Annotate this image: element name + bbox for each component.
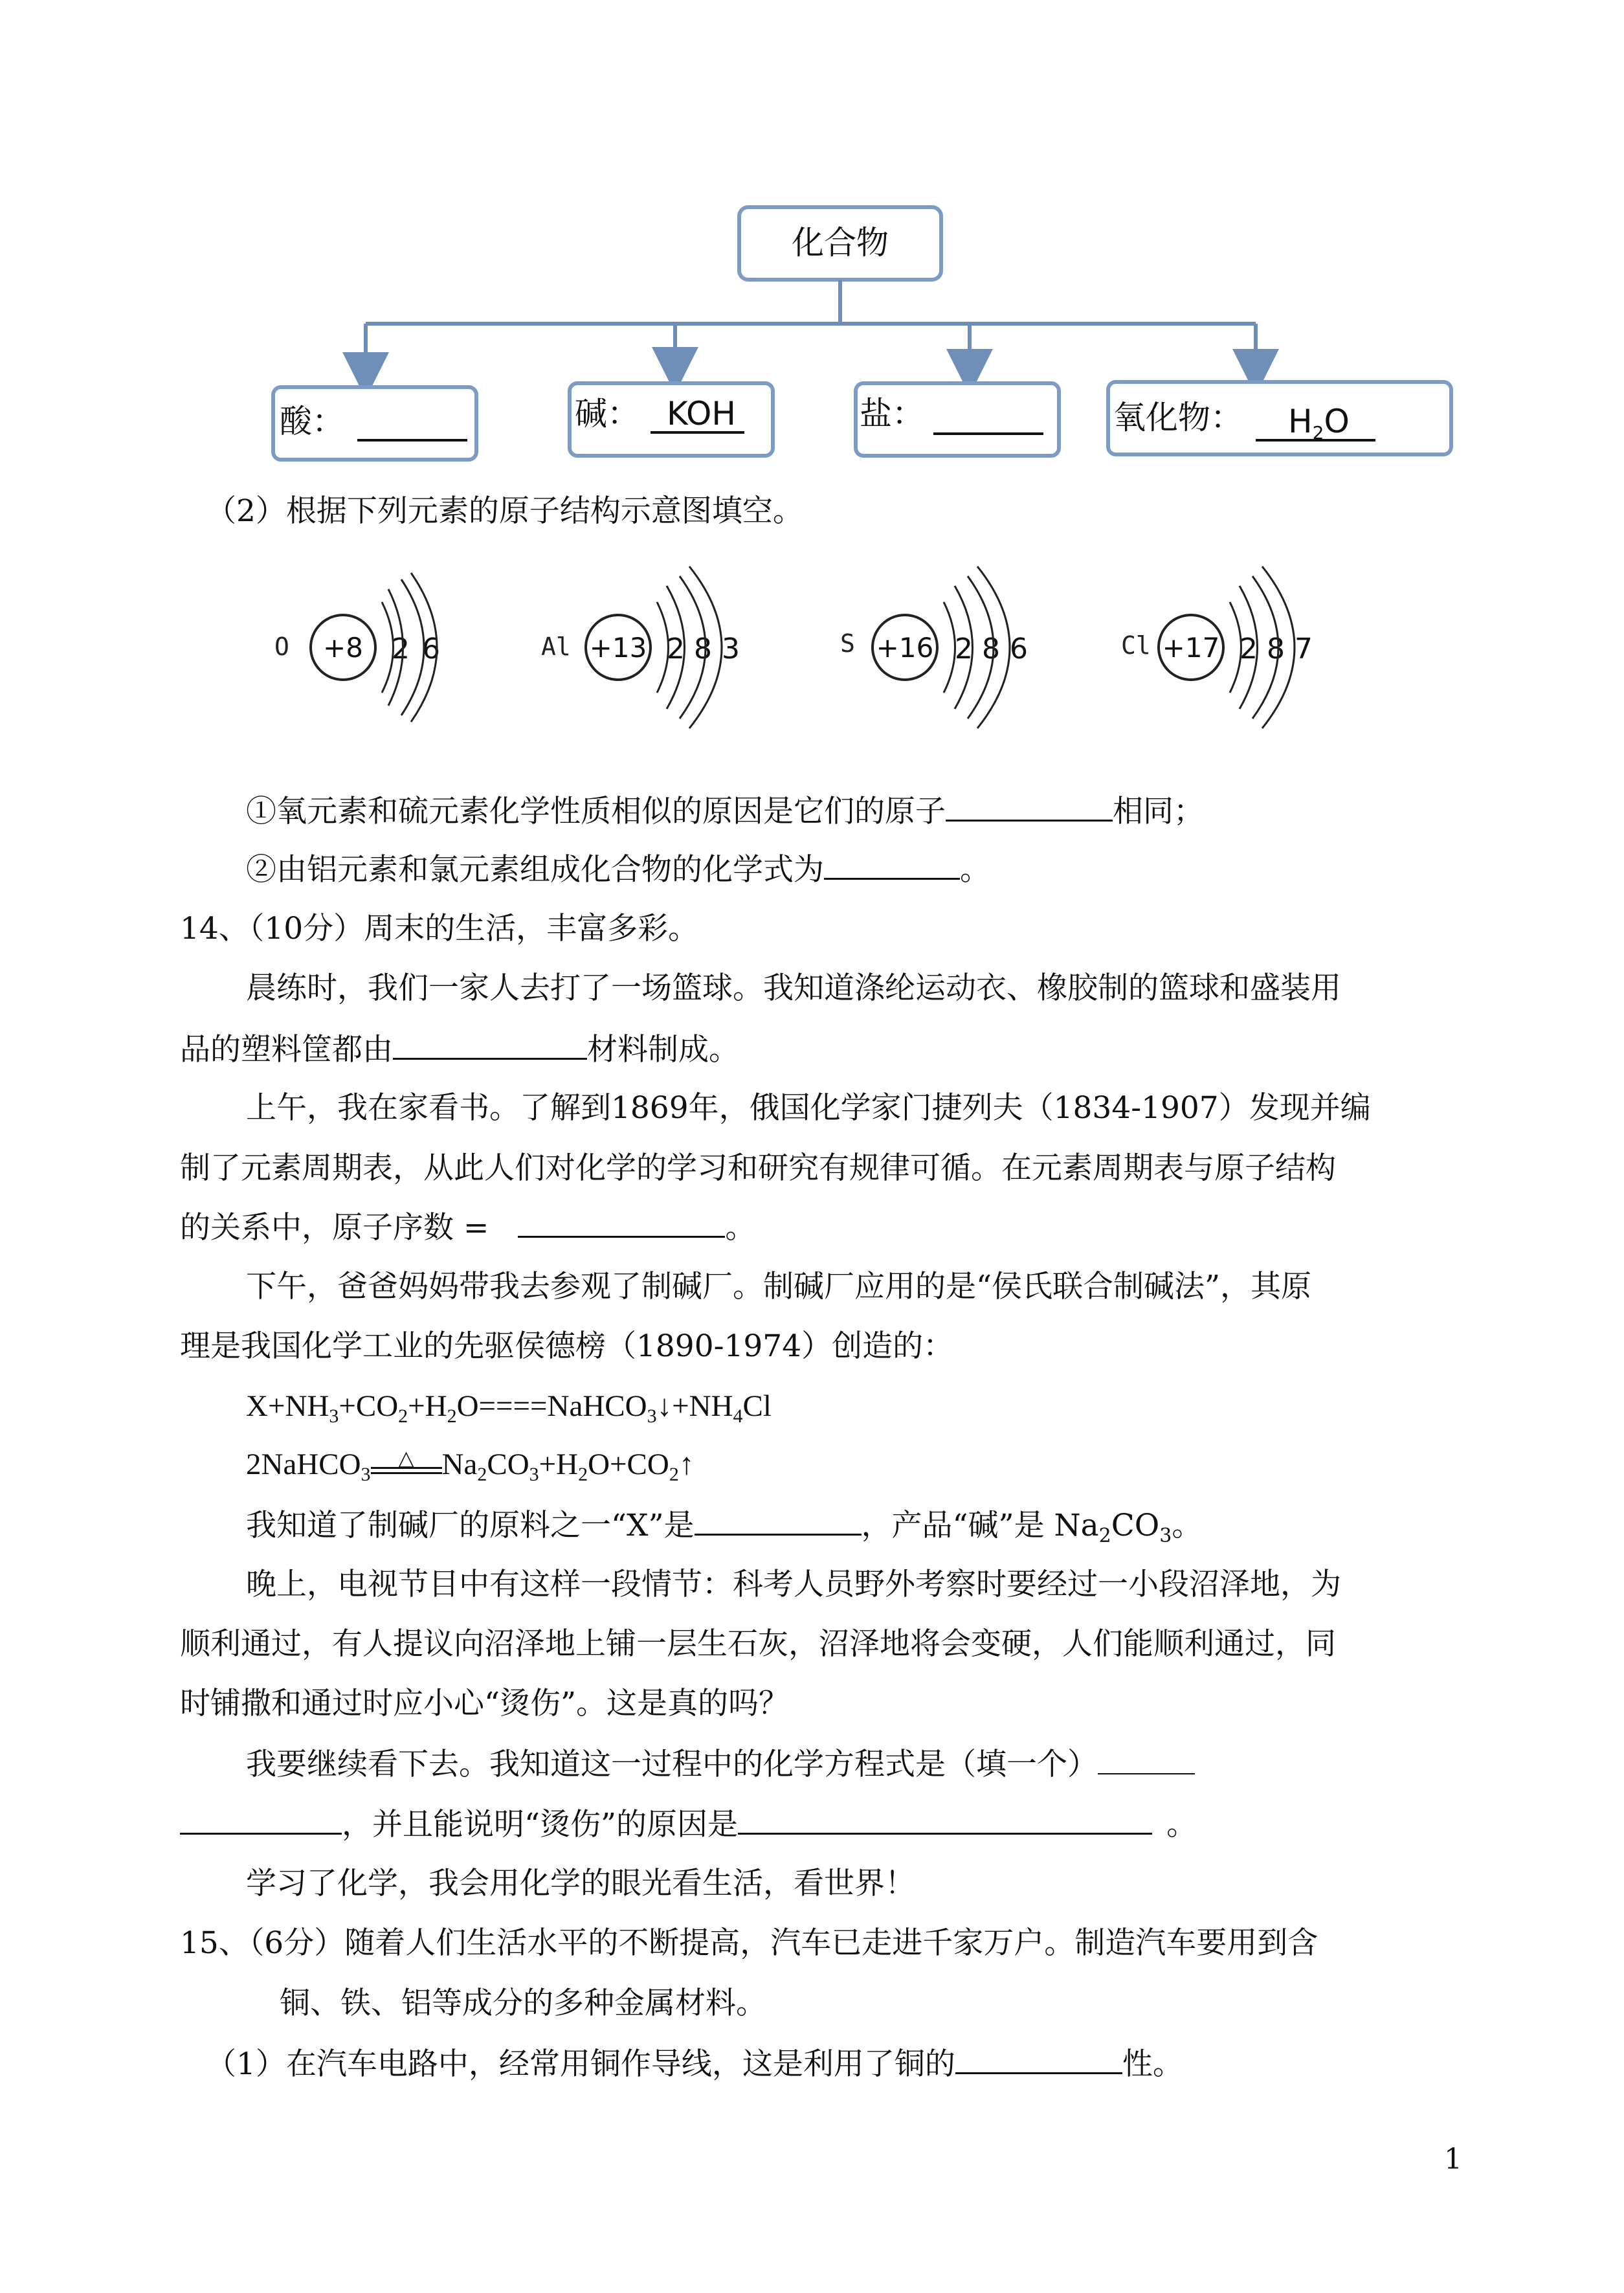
atomic-structure-diagrams <box>0 550 1624 757</box>
oxide-answer-sub: 2 <box>1312 422 1324 443</box>
q14-p5c: 时铺撒和通过时应小心“烫伤”。这是真的吗？ <box>180 1686 790 1721</box>
atom-s-nucleus: +16 <box>876 632 934 664</box>
svg-text:3: 3 <box>722 632 740 666</box>
svg-text:2: 2 <box>667 632 685 666</box>
q14-p2c: 的关系中，原子序数 = 。 <box>180 1207 755 1247</box>
q14-p1a: 晨练时，我们一家人去打了一场篮球。我知道涤纶运动衣、橡胶制的篮球和盛装用 <box>246 970 1341 1006</box>
base-node-answer: KOH <box>667 395 737 432</box>
oxide-answer-o: O <box>1324 403 1350 440</box>
atom-o-symbol: O <box>274 632 289 661</box>
base-node-label: 碱： <box>575 395 640 432</box>
q15-title2: 铜、铁、铝等成分的多种金属材料。 <box>280 1985 766 2021</box>
equation-2: 2NaHCO$_3$△ $Na_2CO_3+H_2O+CO_2↑$ <box>246 1446 695 1485</box>
q2-1: ①氧元素和硫元素化学性质相似的原因是它们的原子 相同； <box>246 791 1204 831</box>
oxide-node-label: 氧化物： <box>1113 399 1243 436</box>
acid-node-label: 酸： <box>280 403 344 440</box>
q14-p1b: 品的塑料筐都由 材料制成。 <box>180 1029 739 1069</box>
q2-1-blank[interactable] <box>946 791 1113 822</box>
q14-p3a: 下午，爸爸妈妈带我去参观了制碱厂。制碱厂应用的是“侯氏联合制碱法”，其原 <box>246 1269 1312 1304</box>
atom-s-symbol: S <box>840 629 855 658</box>
heat-condition: △ <box>371 1445 442 1486</box>
q14-p5b: 顺利通过，有人提议向沼泽地上铺一层生石灰，沼泽地将会变硬，人们能顺利通过，同 <box>180 1626 1336 1662</box>
q14-equation-blank-2[interactable] <box>180 1804 342 1835</box>
q14-material-blank[interactable] <box>393 1029 587 1060</box>
q14-p2b: 制了元素周期表，从此人们对化学的学习和研究有规律可循。在元素周期表与原子结构 <box>180 1150 1336 1186</box>
q2-2-blank[interactable] <box>824 849 960 880</box>
svg-text:6: 6 <box>1010 632 1028 666</box>
svg-text:2: 2 <box>392 632 410 666</box>
q14-p6a: 我要继续看下去。我知道这一过程中的化学方程式是（填一个） <box>246 1745 1195 1784</box>
q15-title: 15、（6分）随着人们生活水平的不断提高，汽车已走进千家万户。制造汽车要用到含 <box>180 1925 1318 1961</box>
root-node-label: 化合物 <box>792 224 889 262</box>
q14-raw-material-blank[interactable] <box>695 1505 862 1536</box>
svg-text:2: 2 <box>1240 632 1258 666</box>
oxide-answer-h: H <box>1288 403 1313 440</box>
q2-intro: （2）根据下列元素的原子结构示意图填空。 <box>206 493 803 529</box>
q14-burn-reason-blank[interactable] <box>738 1804 1152 1835</box>
q14-atomic-number-blank[interactable] <box>518 1207 725 1238</box>
svg-text:7: 7 <box>1295 632 1313 666</box>
svg-text:2: 2 <box>955 632 973 666</box>
q14-title: 14、（10分）周末的生活，丰富多彩。 <box>180 911 699 946</box>
q14-p7: 学习了化学，我会用化学的眼光看生活，看世界！ <box>246 1866 915 1901</box>
atom-al-nucleus: +13 <box>589 632 647 664</box>
q14-p6b: ，并且能说明“烫伤”的原因是 。 <box>180 1804 1197 1844</box>
q2-2: ②由铝元素和氯元素组成化合物的化学式为 。 <box>246 849 990 889</box>
svg-text:8: 8 <box>1267 632 1285 666</box>
q14-p2a: 上午，我在家看书。了解到1869年，俄国化学家门捷列夫（1834-1907）发现并编 <box>246 1090 1371 1126</box>
salt-node-label: 盐： <box>860 395 924 432</box>
equation-1: $X+NH_3+CO_2+H_2O====NaHCO_3↓+NH_4Cl$ <box>246 1389 772 1427</box>
q15-1: （1）在汽车电路中，经常用铜作导线，这是利用了铜的 性。 <box>206 2044 1183 2084</box>
atom-al-symbol: Al <box>541 632 571 661</box>
q14-p5a: 晚上，电视节目中有这样一段情节：科考人员野外考察时要经过一小段沼泽地，为 <box>246 1567 1341 1602</box>
atom-cl-nucleus: +17 <box>1162 632 1220 664</box>
svg-text:8: 8 <box>694 632 712 666</box>
q14-p3b: 理是我国化学工业的先驱侯德榜（1890-1974）创造的： <box>180 1328 954 1364</box>
page-number: 1 <box>1444 2143 1462 2176</box>
q14-p4: 我知道了制碱厂的原料之一“X”是 ，产品“碱”是 $Na_2CO_3$。 <box>246 1505 1202 1545</box>
compound-classification-diagram <box>0 0 1624 492</box>
svg-text:8: 8 <box>982 632 1000 666</box>
atom-o-nucleus: +8 <box>323 632 363 664</box>
q14-equation-blank-1[interactable] <box>1098 1745 1195 1774</box>
q15-1-blank[interactable] <box>955 2044 1122 2074</box>
svg-text:6: 6 <box>422 632 440 666</box>
atom-cl-symbol: Cl <box>1121 631 1151 660</box>
